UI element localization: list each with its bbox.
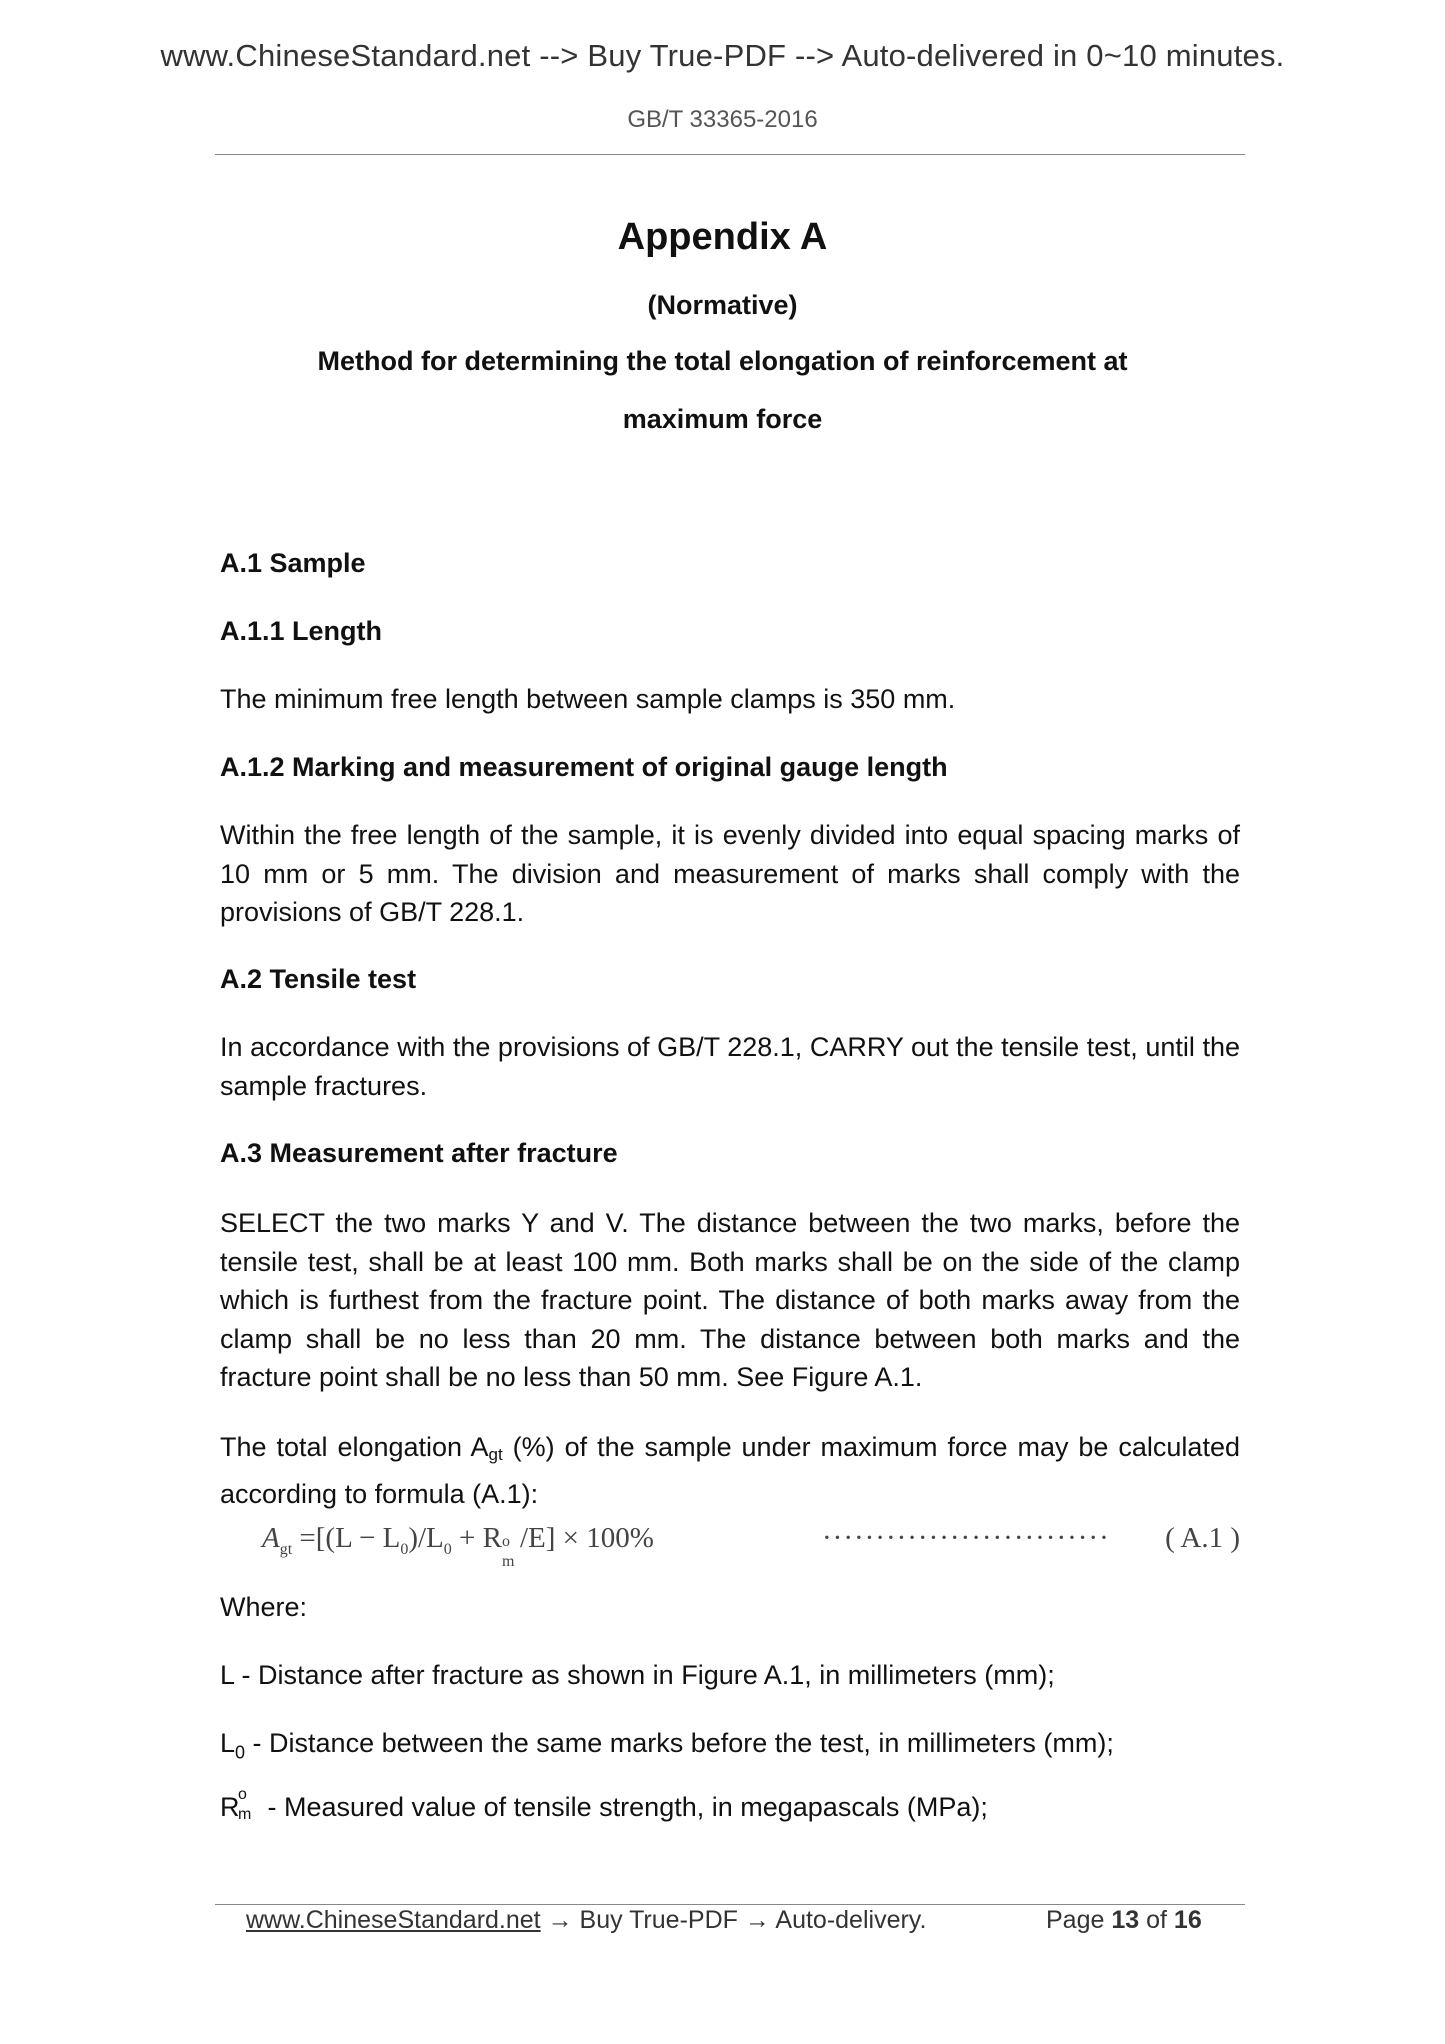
page-footer xyxy=(246,1906,1202,1935)
document-id: GB/T 33365-2016 xyxy=(627,106,818,133)
section-a11-heading: A.1.1 Length xyxy=(220,616,383,646)
where-l-definition: L - Distance after fracture as shown in Figure A.1, in millimeters (mm); xyxy=(220,1660,1055,1690)
section-a2-heading: A.2 Tensile test xyxy=(220,964,417,994)
section-a2-text: In accordance with the provisions of GB/T 228.1, CARRY out the tensile test, until the sample fractures. xyxy=(220,1032,1240,1101)
where-rm-definition: R o m - Measured value of tensile strength, in megapascals (MPa); xyxy=(220,1786,988,1823)
appendix-title: Appendix A xyxy=(617,216,828,258)
section-a11-text: The minimum free length between sample clamps is 350 mm. xyxy=(220,684,956,714)
section-a3-text: SELECT the two marks Y and V. The distance between the two marks, before the tensile test, shall be at least 100 mm. Both marks shall be on the side of the clamp which is furthest from the fracture point. The distance of both marks away from the clamp shall be no less than 20 mm. The distance between both marks and the fracture point shall be no less than 50 mm. See Figure A.1. xyxy=(220,1208,1240,1392)
section-a3-heading: A.3 Measurement after fracture xyxy=(220,1138,618,1168)
where-label: Where: xyxy=(220,1592,308,1622)
section-a12-heading: A.1.2 Marking and measurement of original gauge length xyxy=(220,752,948,782)
where-l0-definition: $L_0$ - Distance between the same marks before the test, in millimeters (mm); xyxy=(220,1728,1114,1763)
page-number: Page 13 of 16 xyxy=(1046,1906,1202,1934)
appendix-subtitle-line1: Method for determining the total elongation of reinforcement at xyxy=(317,346,1128,376)
formula-leader-dots: ··························· xyxy=(822,1522,1110,1554)
formula-a1: $A_{gt} =[(L - L_0)/L_0 + R$ o m /E] × 100% ··························· ( A.1 ) xyxy=(262,1522,1240,1570)
section-a1-heading: A.1 Sample xyxy=(220,548,366,578)
formula-number: ( A.1 ) xyxy=(1165,1522,1240,1554)
header-divider xyxy=(215,154,1245,155)
appendix-subtitle-line2: maximum force xyxy=(622,404,823,434)
footer-divider xyxy=(215,1904,1245,1905)
appendix-type: (Normative) xyxy=(647,290,798,320)
footer-site-link[interactable]: www.ChineseStandard.net xyxy=(246,1906,541,1934)
header-banner: www.ChineseStandard.net --> Buy True-PDF --> Auto-delivered in 0~10 minutes. xyxy=(160,38,1285,73)
total-elongation-text: The total elongation $A_{gt}$ (%) of the sample under maximum force may be calculated according to formula (A.1): xyxy=(220,1432,1240,1509)
footer-text: → Buy True-PDF → Auto-delivery. xyxy=(540,1906,927,1934)
section-a12-text: Within the free length of the sample, it is evenly divided into equal spacing marks of 10 mm or 5 mm. The division and measurement of marks shall comply with the provisions of GB/T 228.1. xyxy=(220,820,1240,927)
